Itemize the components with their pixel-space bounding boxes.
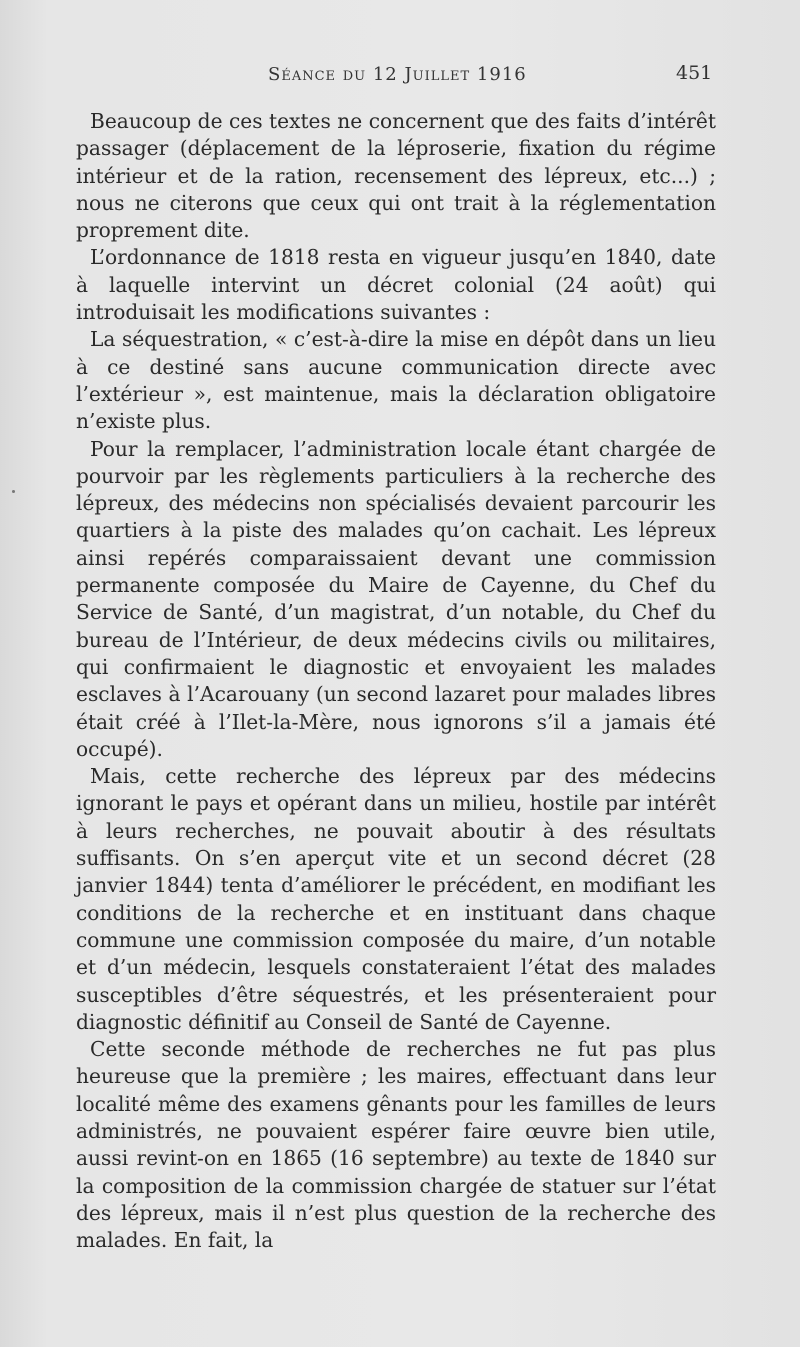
paragraph: L’ordonnance de 1818 resta en vigueur jusqu’en 1840, date à laquelle intervint un décret colonial (24 août) qui introduisait les modifications suivantes :: [76, 245, 716, 325]
body-text: [76, 108, 716, 1254]
paragraph: Pour la remplacer, l’administration locale étant chargée de pourvoir par les règlements particuliers à la recherche des lépreux, des médecins non spécialisés devaient parcourir les quartiers à la piste des malades qu’on cachait. Les lépreux ainsi repérés comparaissaient devant une commission permanente composée du Maire de Cayenne, du Chef du Service de Santé, d’un magistrat, d’un notable, du Chef du bureau de l’Intérieur, de deux médecins civils ou militaires, qui confirmaient le diagnostic et envoyaient les malades esclaves à l’Acarouany (un second lazaret pour malades libres était créé à l’Ilet-la-Mère, nous ignorons s’il a jamais été occupé).: [76, 436, 716, 761]
margin-speck: [12, 490, 15, 493]
paragraph: Mais, cette recherche des lépreux par des médecins ignorant le pays et opérant dans un milieu, hostile par intérêt à leurs recherches, ne pouvait aboutir à des résultats suffisants. On s’en aperçut vite et un second décret (28 janvier 1844) tenta d’améliorer le précédent, en modifiant les conditions de la recherche et en instituant dans chaque commune une commission composée du maire, d’un notable et d’un médecin, lesquels constateraient l’état des malades susceptibles d’être séquestrés, et les présenteraient pour diagnostic définitif au Conseil de Santé de Cayenne.: [76, 764, 716, 1034]
paragraph: Cette seconde méthode de recherches ne fut pas plus heureuse que la première ; les maires, effectuant dans leur localité même des examens gênants pour les familles de leurs administrés, ne pouvaient espérer faire œuvre bien utile, aussi revint-on en 1865 (16 septembre) au texte de 1840 sur la composition de la commission chargée de statuer sur l’état des lépreux, mais il n’est plus question de la recherche des malades. En fait, la: [76, 1037, 716, 1253]
running-title: Séance du 12 Juillet 1916: [268, 64, 527, 85]
paragraph: La séquestration, « c’est-à-dire la mise en dépôt dans un lieu à ce destiné sans aucune communication directe avec l’extérieur », est maintenue, mais la déclaration obligatoire n’existe plus.: [76, 327, 716, 434]
page-header: [0, 62, 800, 92]
page-number: 451: [676, 62, 713, 84]
paragraph: Beaucoup de ces textes ne concernent que des faits d’intérêt passager (déplacement de la léproserie, fixation du régime intérieur et de la ration, recensement des lépreux, etc...) ; nous ne citerons que ceux qui ont trait à la réglementation proprement dite.: [76, 109, 716, 243]
